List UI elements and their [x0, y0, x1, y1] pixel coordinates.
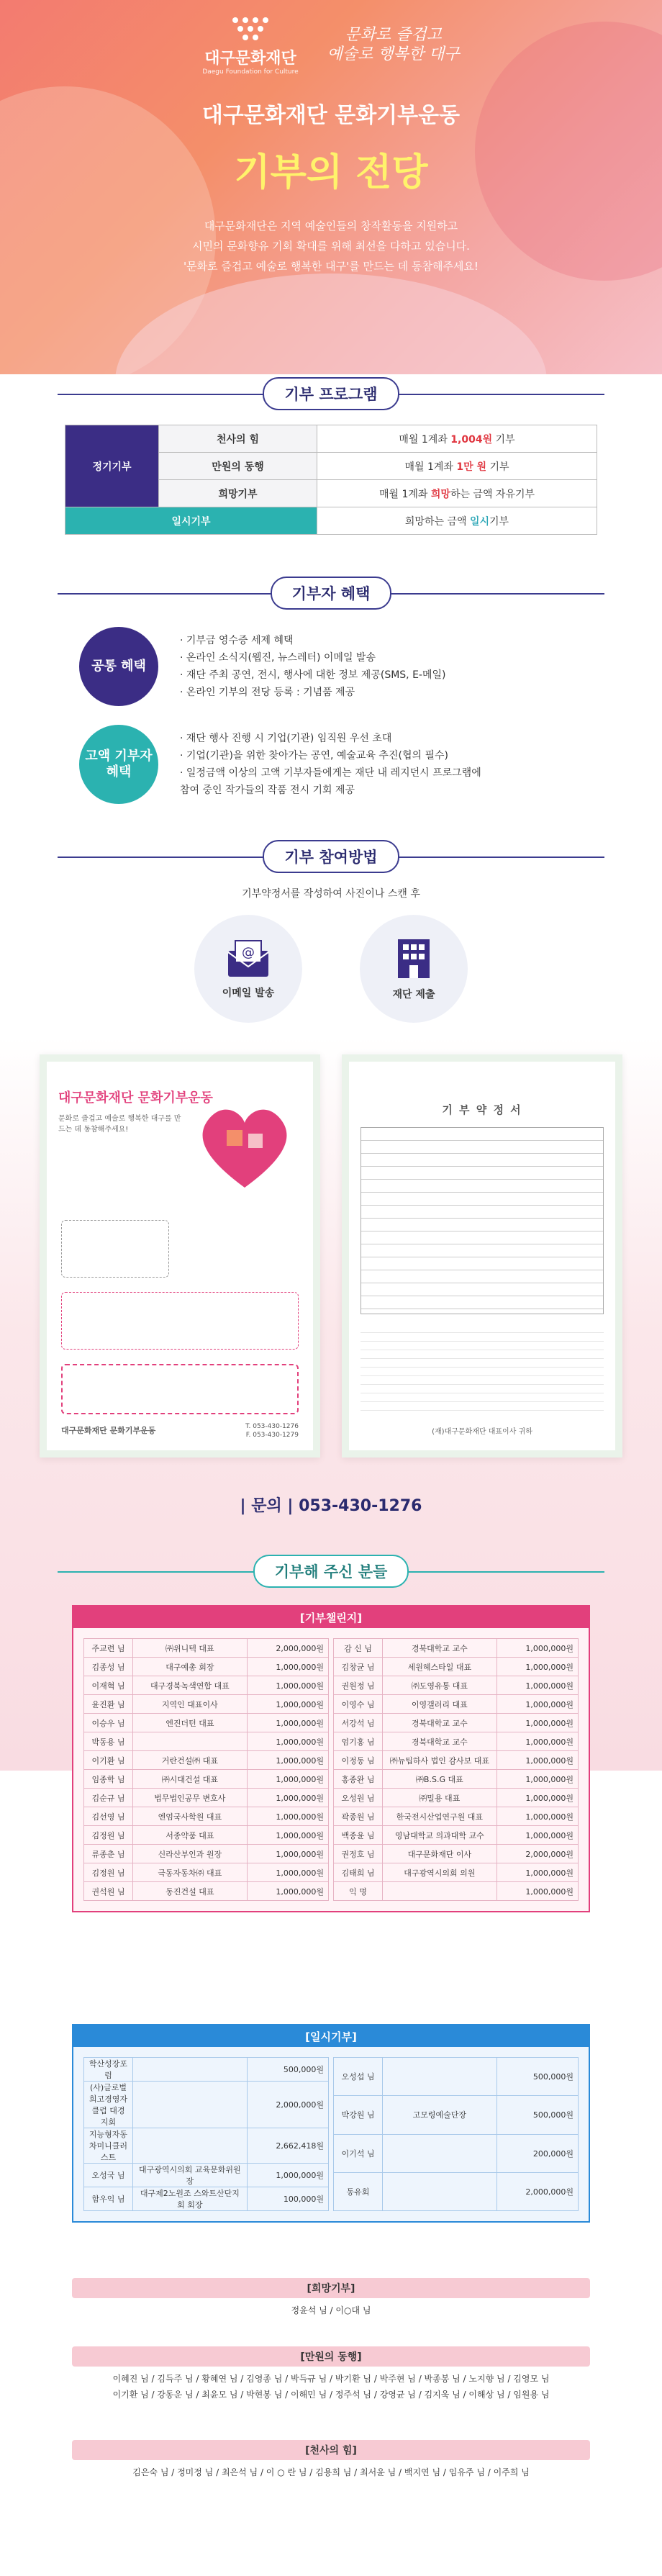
- table-row: [334, 2096, 579, 2134]
- angel-donors: [72, 2440, 590, 2485]
- leaflet-sub: 문화로 즐겁고 예술로 행복한 대구를 만드는 데 동참해주세요!: [58, 1115, 181, 1134]
- donor-amount: 1,000,000원: [496, 1695, 578, 1714]
- pledge-terms: [361, 1324, 604, 1411]
- once-tab: [일시기부]: [73, 2025, 589, 2047]
- donor-name: 이영수 님: [334, 1695, 383, 1714]
- table-row: [84, 1789, 329, 1807]
- table-row: [334, 1714, 579, 1732]
- table-row: [334, 2058, 579, 2096]
- logo-row: [0, 0, 662, 76]
- program-desc: 매월 1계좌 1,004원 기부: [317, 425, 597, 453]
- org-logo[interactable]: [202, 14, 298, 76]
- donor-role: [133, 2082, 248, 2128]
- method-email-label: 이메일 발송: [222, 988, 275, 999]
- donor-amount: 1,000,000원: [247, 1807, 328, 1826]
- donor-name: 임종학 님: [84, 1770, 133, 1789]
- program-section: [0, 377, 662, 535]
- method-email[interactable]: [194, 915, 302, 1023]
- donor-amount: 1,000,000원: [247, 1826, 328, 1845]
- table-row: [84, 1676, 329, 1695]
- donor-role: [133, 2128, 248, 2164]
- hero-banner: [0, 0, 662, 374]
- list-item: · 재단 주최 공연, 전시, 행사에 대한 정보 제공(SMS, E-메일): [180, 669, 446, 681]
- hope-donors: [72, 2278, 590, 2323]
- once-panel: [72, 2024, 590, 2223]
- table-row: [334, 1770, 579, 1789]
- list-item: 참여 중인 작가들의 작품 전시 기회 제공: [180, 785, 355, 796]
- donor-role: [383, 2172, 497, 2210]
- table-row: [65, 425, 597, 453]
- list-item: · 일정금액 이상의 고액 기부자들에게는 재단 내 레지던시 프로그램에: [180, 767, 481, 779]
- donor-amount: 2,000,000원: [496, 2172, 578, 2210]
- donor-name: 이기환 님: [84, 1751, 133, 1770]
- donor-role: 대구광역시의회 교육문화위원장: [133, 2164, 248, 2187]
- donor-name: 김정원 님: [84, 1863, 133, 1882]
- pledge-content: [349, 1062, 615, 1447]
- donor-name: 윤진환 님: [84, 1695, 133, 1714]
- donor-amount: 1,000,000원: [247, 2164, 328, 2187]
- program-desc: 매월 1계좌 희망하는 금액 자유기부: [317, 480, 597, 507]
- intro-line: 대구문화재단은 지역 예술인들의 창작활동을 지원하고: [204, 220, 458, 232]
- section-title: 기부자 혜택: [271, 577, 392, 610]
- donor-name: 함우익 님: [84, 2187, 133, 2211]
- logo-dots-icon: [225, 14, 276, 43]
- donor-name: 박강원 님: [334, 2096, 383, 2134]
- intro-text: [0, 216, 662, 276]
- intro-line: '문화로 즐겁고 예술로 행복한 대구'를 만드는 데 동참해주세요!: [183, 260, 479, 273]
- table-row: [84, 2187, 329, 2211]
- donor-role: 세원헤스타일 대표: [383, 1658, 497, 1676]
- donor-name: 김선영 님: [84, 1807, 133, 1826]
- donor-name: 류종춘 님: [84, 1845, 133, 1863]
- donor-role: 경북대학교 교수: [383, 1714, 497, 1732]
- donor-amount: 1,000,000원: [247, 1714, 328, 1732]
- donor-role: [383, 2134, 497, 2172]
- table-row: [334, 1807, 579, 1826]
- table-row: [84, 1695, 329, 1714]
- once-label: 일시기부: [65, 507, 317, 535]
- table-row: [84, 1770, 329, 1789]
- donor-amount: 1,000,000원: [496, 1714, 578, 1732]
- table-row: [84, 2128, 329, 2164]
- donor-amount: 1,000,000원: [496, 1751, 578, 1770]
- program-name: 희망기부: [159, 480, 317, 507]
- section-heading: [0, 1555, 662, 1588]
- donor-name: 엄기홍 님: [334, 1732, 383, 1751]
- donor-name: 권원정 님: [334, 1676, 383, 1695]
- table-row: [334, 2172, 579, 2210]
- donor-amount: 1,000,000원: [496, 1789, 578, 1807]
- common-benefit: [79, 627, 583, 706]
- angel-names: 김은숙 님 / 정미정 님 / 최은석 님 / 이 ○ 란 님 / 김용희 님 / 최서윤 님 / 백지연 님 / 임유주 님 / 이주희 님: [132, 2467, 530, 2477]
- program-name: 천사의 힘: [159, 425, 317, 453]
- table-row: [334, 1751, 579, 1770]
- donor-amount: 1,000,000원: [247, 1863, 328, 1882]
- donor-role: 동진건설 대표: [133, 1882, 248, 1901]
- program-name: 만원의 동행: [159, 453, 317, 480]
- donor-amount: 200,000원: [496, 2134, 578, 2172]
- table-row: [334, 1826, 579, 1845]
- once-body: [73, 2047, 589, 2221]
- table-row: [334, 1658, 579, 1676]
- org-sub: Daegu Foundation for Culture: [202, 68, 299, 76]
- donor-amount: 1,000,000원: [247, 1845, 328, 1863]
- donor-amount: 2,662,418원: [247, 2128, 328, 2164]
- donor-name: 학산성장포럼: [84, 2058, 133, 2082]
- pledge-title: 기 부 약 정 서: [442, 1103, 522, 1116]
- campaign-leaflet[interactable]: [40, 1054, 320, 1458]
- donor-amount: 1,000,000원: [247, 1695, 328, 1714]
- table-row: [84, 1732, 329, 1751]
- table-row: [84, 1639, 329, 1658]
- donor-name: 김창균 님: [334, 1658, 383, 1676]
- donor-role: 대구광역시의회 의원: [383, 1863, 497, 1882]
- donor-amount: 1,000,000원: [496, 1770, 578, 1789]
- donor-amount: 1,000,000원: [496, 1658, 578, 1676]
- program-table: [65, 425, 597, 535]
- list-item: · 기부금 영수증 세제 혜택: [180, 635, 294, 646]
- section-heading: [0, 577, 662, 610]
- donor-name: 주교련 님: [84, 1639, 133, 1658]
- donor-role: 경북대학교 교수: [383, 1639, 497, 1658]
- pledge-grid: [361, 1127, 604, 1314]
- leaflet-footer: 대구문화재단 문화기부운동: [61, 1426, 156, 1435]
- list-item: · 재단 행사 진행 시 기업(기관) 임직원 우선 초대: [180, 733, 392, 744]
- donor-amount: 1,000,000원: [496, 1732, 578, 1751]
- donor-role: 경북대학교 교수: [383, 1732, 497, 1751]
- donor-name: 오성국 님: [84, 2164, 133, 2187]
- manwon-label: [만원의 동행]: [72, 2346, 590, 2367]
- donor-role: 대구문화재단 이사: [383, 1845, 497, 1863]
- donor-name: 동유회: [334, 2172, 383, 2210]
- leaflet-benefit-box: [61, 1364, 299, 1414]
- donor-role: [133, 1732, 248, 1751]
- table-row: [84, 1882, 329, 1901]
- slogan-line: 문화로 즐겁고: [345, 26, 442, 45]
- org-name: 대구문화재단: [204, 50, 296, 68]
- program-desc: 매월 1계좌 1만 원 기부: [317, 453, 597, 480]
- donor-name: 감 신 님: [334, 1639, 383, 1658]
- pledge-footer: (재)대구문화재단 대표이사 귀하: [432, 1428, 532, 1436]
- donor-role: 법무법인공무 변호사: [133, 1789, 248, 1807]
- section-title: 기부 참여방법: [263, 840, 399, 873]
- donor-amount: 1,000,000원: [247, 1770, 328, 1789]
- section-title: 기부해 주신 분들: [253, 1555, 409, 1588]
- common-benefit-badge: 공통 혜택: [79, 627, 158, 706]
- svg-text:@: @: [242, 945, 255, 960]
- donor-amount: 100,000원: [247, 2187, 328, 2211]
- envelope-icon: [225, 938, 271, 978]
- list-item: · 기업(기관)을 위한 찾아가는 공연, 예술교육 추진(협의 필수): [180, 750, 448, 761]
- hope-names: 정윤석 님 / 이○대 님: [291, 2305, 371, 2315]
- method-list: [0, 915, 662, 1023]
- section-title: 기부 프로그램: [263, 377, 399, 410]
- donor-role: 엔엄국사학원 대표: [133, 1807, 248, 1826]
- table-row: [84, 1863, 329, 1882]
- donor-amount: 1,000,000원: [496, 1826, 578, 1845]
- table-row: [65, 507, 597, 535]
- donor-role: ㈜뉴팁하사 법인 감사보 대표: [383, 1751, 497, 1770]
- donor-amount: 2,000,000원: [247, 1639, 328, 1658]
- donor-amount: 1,000,000원: [247, 1676, 328, 1695]
- donor-name: 곽종원 님: [334, 1807, 383, 1826]
- donor-amount: 1,000,000원: [496, 1676, 578, 1695]
- table-row: [84, 2058, 329, 2082]
- donor-name: 오성섭 님: [334, 2058, 383, 2096]
- program-desc: 희망하는 금액 일시기부: [317, 507, 597, 535]
- table-row: [334, 1882, 579, 1901]
- method-email-circle: [194, 915, 302, 1023]
- table-row: [84, 1658, 329, 1676]
- major-benefit-list: [180, 730, 481, 799]
- hope-label: [희망기부]: [72, 2278, 590, 2298]
- challenge-table-left: [83, 1638, 329, 1901]
- once-table-left: [83, 2057, 329, 2211]
- method-visit-circle: [360, 915, 468, 1023]
- donor-role: ㈜시대건설 대표: [133, 1770, 248, 1789]
- donor-role: 엔진더턴 대표: [133, 1714, 248, 1732]
- donor-amount: 500,000원: [496, 2058, 578, 2096]
- donor-role: [133, 2058, 248, 2082]
- table-row: [334, 1676, 579, 1695]
- list-item: · 온라인 소식지(웹진, 뉴스레터) 이메일 발송: [180, 652, 376, 664]
- inquiry-phone[interactable]: | 문의 | 053-430-1276: [240, 1497, 422, 1515]
- donor-role: 극동자동차㈜ 대표: [133, 1863, 248, 1882]
- donor-amount: 1,000,000원: [247, 1751, 328, 1770]
- angel-label: [천사의 힘]: [72, 2440, 590, 2460]
- heart-puzzle-icon: [191, 1090, 299, 1198]
- once-table-right: [333, 2057, 579, 2211]
- challenge-panel: [72, 1605, 590, 1912]
- table-row: [334, 1789, 579, 1807]
- table-row: [84, 2082, 329, 2128]
- donor-role: 신라산부인과 원장: [133, 1845, 248, 1863]
- table-row: [334, 1732, 579, 1751]
- name-line: 이혜진 님 / 김득주 님 / 황혜연 님 / 김영종 님 / 박득규 님 / 박기환 님 / 박주현 님 / 박종봉 님 / 노지향 님 / 김영모 님: [112, 2374, 550, 2384]
- regular-label: 정기기부: [65, 425, 159, 507]
- donor-name: 오성원 님: [334, 1789, 383, 1807]
- donors-section: [0, 1555, 662, 1588]
- donor-role: ㈜위니텍 대표: [133, 1639, 248, 1658]
- table-row: [84, 1845, 329, 1863]
- donor-amount: 500,000원: [496, 2096, 578, 2134]
- slogan: [327, 26, 460, 64]
- common-benefit-list: [180, 632, 445, 701]
- donor-role: 대구제2노원조 스와트산단지회 회장: [133, 2187, 248, 2211]
- donor-amount: 1,000,000원: [496, 1863, 578, 1882]
- leaflet-fax: F. 053-430-1279: [245, 1432, 299, 1439]
- donor-name: 권정호 님: [334, 1845, 383, 1863]
- donor-role: 영남대학교 의과대학 교수: [383, 1826, 497, 1845]
- intro-line: 시민의 문화향유 기회 확대를 위해 최선을 다하고 있습니다.: [192, 240, 470, 253]
- donor-name: 김정원 님: [84, 1826, 133, 1845]
- major-benefit: [79, 725, 583, 804]
- table-row: [84, 1807, 329, 1826]
- donor-amount: 500,000원: [247, 2058, 328, 2082]
- donor-role: ㈜밀용 대표: [383, 1789, 497, 1807]
- donor-amount: 1,000,000원: [496, 1639, 578, 1658]
- donor-role: 이영갤러리 대표: [383, 1695, 497, 1714]
- donor-role: ㈜B.S.G 대표: [383, 1770, 497, 1789]
- challenge-body: [73, 1628, 589, 1911]
- donor-role: 대구경북녹색연합 대표: [133, 1676, 248, 1695]
- donor-name: 권석원 님: [84, 1882, 133, 1901]
- donor-role: ㈜도영유통 대표: [383, 1676, 497, 1695]
- list-item: · 온라인 기부의 전당 등록 : 기념품 제공: [180, 687, 355, 698]
- donor-amount: 2,000,000원: [247, 2082, 328, 2128]
- donor-name: 백종윤 님: [334, 1826, 383, 1845]
- table-row: [84, 1826, 329, 1845]
- donor-name: 이기석 님: [334, 2134, 383, 2172]
- methods-desc: 기부약정서를 작성하여 사진이나 스캔 후: [242, 888, 420, 900]
- leaflet-program-box: [61, 1220, 169, 1278]
- leaflet-title: 대구문화재단 문화기부운동: [58, 1090, 213, 1106]
- table-row: [334, 1863, 579, 1882]
- section-heading: [0, 377, 662, 410]
- leaflet-content: [47, 1062, 313, 1439]
- manwon-names: [72, 2367, 590, 2407]
- challenge-tab: [기부챌린지]: [73, 1606, 589, 1628]
- table-row: [84, 1714, 329, 1732]
- title-sub: 대구문화재단 문화기부운동: [201, 103, 461, 128]
- donor-name: 김태희 님: [334, 1863, 383, 1882]
- leaflet-method-box: [61, 1292, 299, 1350]
- donor-name: 지능형자동차미니클러스트: [84, 2128, 133, 2164]
- donor-name: 익 명: [334, 1882, 383, 1901]
- donor-name: 홍종완 님: [334, 1770, 383, 1789]
- donor-name: 김종성 님: [84, 1658, 133, 1676]
- donor-name: 박동용 님: [84, 1732, 133, 1751]
- slogan-line: 예술로 행복한 대구: [327, 45, 460, 63]
- table-row: [84, 2164, 329, 2187]
- donor-role: 서종약품 대표: [133, 1826, 248, 1845]
- donor-amount: 1,000,000원: [496, 1807, 578, 1826]
- donor-role: 대구예총 회장: [133, 1658, 248, 1676]
- donor-amount: 1,000,000원: [496, 1882, 578, 1901]
- donor-name: (사)글로벌희고경영자클럽 대경지회: [84, 2082, 133, 2128]
- donor-role: 지역인 대표이사: [133, 1695, 248, 1714]
- method-visit[interactable]: [360, 915, 468, 1023]
- table-row: [334, 1695, 579, 1714]
- table-row: [334, 1639, 579, 1658]
- donor-amount: 1,000,000원: [247, 1882, 328, 1901]
- major-benefit-badge: 고액 기부자 혜택: [79, 725, 158, 804]
- donor-name: 이승우 님: [84, 1714, 133, 1732]
- donor-name: 서강석 님: [334, 1714, 383, 1732]
- challenge-table-right: [333, 1638, 579, 1901]
- donor-role: [383, 1882, 497, 1901]
- donor-role: [383, 2058, 497, 2096]
- table-row: [334, 2134, 579, 2172]
- building-icon: [394, 936, 434, 980]
- page-title: 기부의 전당: [234, 151, 428, 194]
- donor-name: 이정동 님: [334, 1751, 383, 1770]
- pledge-form[interactable]: [342, 1054, 622, 1458]
- donor-role: 한국전시산업연구원 대표: [383, 1807, 497, 1826]
- donor-role: 고모령예술단장: [383, 2096, 497, 2134]
- manwon-donors: [72, 2346, 590, 2407]
- methods-section: [0, 840, 662, 1023]
- donor-amount: 2,000,000원: [496, 1845, 578, 1863]
- leaflet-tel: T. 053-430-1276: [245, 1423, 299, 1430]
- donor-amount: 1,000,000원: [247, 1658, 328, 1676]
- benefits-section: [0, 577, 662, 804]
- table-row: [334, 1845, 579, 1863]
- donor-role: 거란건설㈜ 대표: [133, 1751, 248, 1770]
- donor-name: 김순규 님: [84, 1789, 133, 1807]
- donor-name: 이재혁 님: [84, 1676, 133, 1695]
- method-visit-label: 재단 제출: [392, 989, 435, 1000]
- section-heading: [0, 840, 662, 873]
- table-row: [84, 1751, 329, 1770]
- name-line: 이기환 님 / 강동운 님 / 최윤모 님 / 박현봉 님 / 이해민 님 / 정주석 님 / 강영균 님 / 김지욱 님 / 이해상 님 / 임원용 님: [112, 2390, 550, 2400]
- donor-amount: 1,000,000원: [247, 1789, 328, 1807]
- donor-amount: 1,000,000원: [247, 1732, 328, 1751]
